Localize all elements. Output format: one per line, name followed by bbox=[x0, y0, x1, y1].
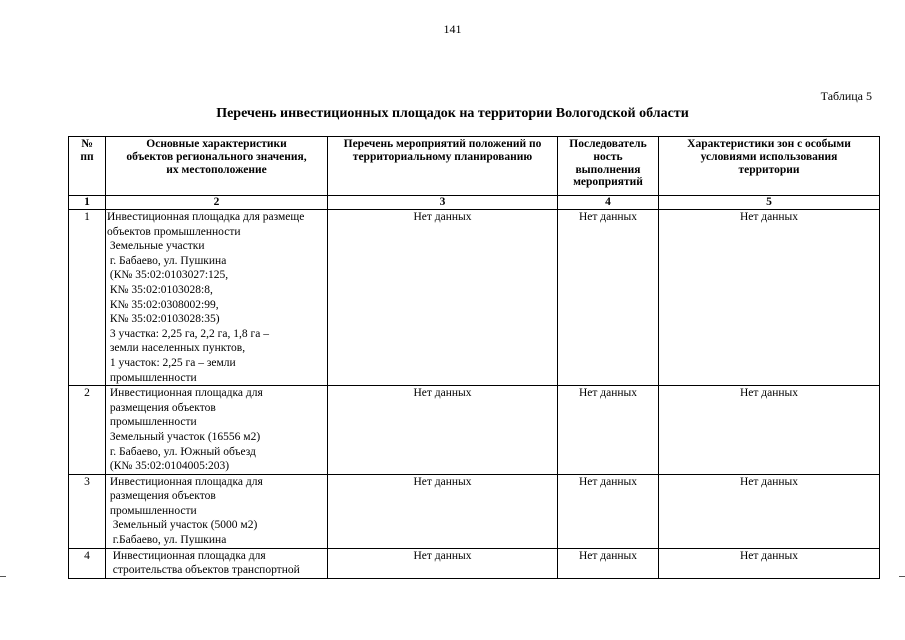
site-sequence: Нет данных bbox=[558, 548, 659, 578]
table-row bbox=[69, 474, 880, 548]
site-measures: Нет данных bbox=[328, 474, 558, 548]
row-number: 1 bbox=[69, 210, 106, 386]
header-zones: Характеристики зон с особыми условиями использования территории bbox=[659, 137, 880, 196]
table-row bbox=[69, 210, 880, 386]
column-number-row bbox=[69, 196, 880, 210]
column-number: 5 bbox=[659, 196, 880, 210]
column-number: 3 bbox=[328, 196, 558, 210]
site-zones: Нет данных bbox=[659, 210, 880, 386]
header-characteristics: Основные характеристики объектов регионального значения, их местоположение bbox=[106, 137, 328, 196]
investment-sites-table bbox=[68, 136, 880, 579]
site-zones: Нет данных bbox=[659, 474, 880, 548]
right-scan-mark bbox=[899, 576, 905, 577]
site-measures: Нет данных bbox=[328, 210, 558, 386]
site-characteristics: Инвестиционная площадка для размеще объектов промышленности Земельные участки г. Бабаево, ул. Пушкина (К№ 35:02:0103027:125, К№ 35:02:0103028:8, К№ 35:02:0308002:99, К№ 35:02:0103028:35) 3 участка: 2,25 га, 2,2 га, 1,8 га – земли населенных пунктов, 1 участок: 2,25 га – земли промышленности bbox=[106, 210, 328, 386]
row-number: 4 bbox=[69, 548, 106, 578]
page-number: 141 bbox=[443, 22, 462, 36]
column-number: 4 bbox=[558, 196, 659, 210]
table-row bbox=[69, 548, 880, 578]
row-number: 2 bbox=[69, 386, 106, 475]
site-measures: Нет данных bbox=[328, 386, 558, 475]
site-characteristics: Инвестиционная площадка для размещения объектов промышленности Земельный участок (5000 м2) г.Бабаево, ул. Пушкина bbox=[106, 474, 328, 548]
table-header-row bbox=[69, 137, 880, 196]
site-sequence: Нет данных bbox=[558, 474, 659, 548]
header-number: № пп bbox=[69, 137, 106, 196]
site-sequence: Нет данных bbox=[558, 210, 659, 386]
site-characteristics: Инвестиционная площадка для размещения объектов промышленности Земельный участок (16556 м2) г. Бабаево, ул. Южный объезд (К№ 35:02:0104005:203) bbox=[106, 386, 328, 475]
column-number: 2 bbox=[106, 196, 328, 210]
site-characteristics: Инвестиционная площадка для строительства объектов транспортной bbox=[106, 548, 328, 578]
site-measures: Нет данных bbox=[328, 548, 558, 578]
header-sequence: Последователь ность выполнения мероприятий bbox=[558, 137, 659, 196]
column-number: 1 bbox=[69, 196, 106, 210]
table-row bbox=[69, 386, 880, 475]
site-zones: Нет данных bbox=[659, 548, 880, 578]
site-zones: Нет данных bbox=[659, 386, 880, 475]
document-title: Перечень инвестиционных площадок на территории Вологодской области bbox=[216, 106, 689, 121]
left-scan-mark bbox=[0, 576, 6, 577]
table-label: Таблица 5 bbox=[820, 89, 872, 103]
site-sequence: Нет данных bbox=[558, 386, 659, 475]
header-measures: Перечень мероприятий положений по территориальному планированию bbox=[328, 137, 558, 196]
row-number: 3 bbox=[69, 474, 106, 548]
